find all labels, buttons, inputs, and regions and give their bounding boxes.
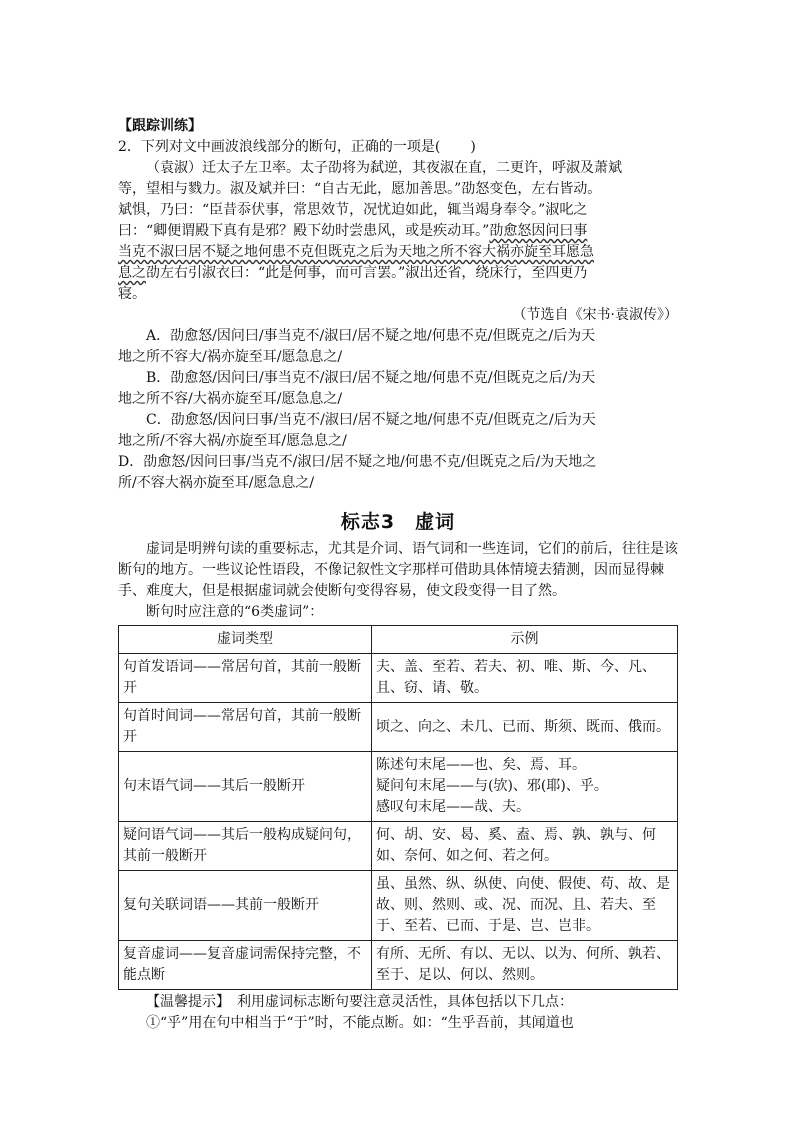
passage-line: 等，望相与戮力。淑及斌并曰：“自古无此，愿加善思。”劭怒变色，左右皆动。 — [118, 181, 602, 197]
table-cell: 疑问语气词——其后一般构成疑问句，其前一般断开 — [119, 822, 372, 871]
question-prefix: 2．下列对文中画波浪线部分的断句，正确的一项是( — [118, 139, 441, 155]
wavy-underlined-text: 当克不淑曰居不疑之地何患不克但既克之后为天地之所不容大祸亦旋至耳愿急 — [118, 244, 594, 260]
table-cell: 虽、虽然、纵、纵使、向使、假使、苟、故、是故、则、然则、或、况、而况、且、若夫、至于、至若、已而、于是、岂、岂非。 — [372, 871, 678, 941]
wavy-underlined-text: 劭愈怒因问曰事 — [489, 223, 588, 239]
passage-source: （节选自《宋书·袁淑传》） — [512, 307, 678, 323]
table-cell: 何、胡、安、曷、奚、盍、焉、孰、孰与、何如、奈何、如之何、若之何。 — [372, 822, 678, 871]
tip-point: ①“乎”用在句中相当于“于”时，不能点断。如：“生乎吾前，其闻道也 — [146, 1015, 574, 1031]
table-row — [119, 941, 678, 990]
table-cell: 顷之、向之、未几、已而、斯须、既而、俄而。 — [372, 703, 678, 752]
table-header: 示例 — [372, 626, 678, 654]
table-cell: 有所、无所、有以、无以、以为、何所、孰若、至于、足以、何以、然则。 — [372, 941, 678, 990]
question-stem — [118, 137, 678, 158]
table-cell: 复音虚词——复音虚词需保持完整，不能点断 — [119, 941, 372, 990]
table-cell: 句首发语词——常居句首，其前一般断开 — [119, 654, 372, 703]
document-page — [118, 116, 678, 1034]
passage-line: （袁淑）迁太子左卫率。太子劭将为弑逆，其夜淑在直，二更许，呼淑及萧斌 — [146, 160, 622, 176]
section-heading: 标志3 虚词 — [340, 511, 456, 533]
function-words-table — [118, 625, 678, 990]
passage-line: 息之劭左右引淑衣曰：“此是何事，而可言罢。”淑出还省，绕床行，至四更乃 — [118, 265, 588, 281]
passage-line: 曰：“卿便谓殿下真有是邪？殿下幼时尝患风，或是疾动耳。”劭愈怒因问曰事 — [118, 223, 588, 239]
passage-line: 斌惧，乃曰：“臣昔忝伏事，常思效节，况忧迫如此，辄当竭身奉令。”淑叱之 — [118, 202, 588, 218]
table-row — [119, 871, 678, 941]
section-label: 【跟踪训练】 — [118, 118, 202, 134]
table-row — [119, 752, 678, 822]
option-c: C．劭愈怒/因问曰事/当克不/淑曰/居不疑之地/何患不克/但既克之/后为天 地之所/不容大祸/亦旋至耳/愿急息之/ — [118, 412, 596, 449]
table-row — [119, 822, 678, 871]
option-b: B．劭愈怒/因问曰/事当克不/淑曰/居不疑之地/何患不克/但既克之后/为天 地之所不容/大祸亦旋至耳/愿急息之/ — [118, 370, 596, 407]
table-cell: 复句关联词语——其前一般断开 — [119, 871, 372, 941]
table-cell: 句首时间词——常居句首，其前一般断开 — [119, 703, 372, 752]
option-a: A．劭愈怒/因问曰/事当克不/淑曰/居不疑之地/何患不克/但既克之/后为天 地之所不容大/祸亦旋至耳/愿急息之/ — [118, 328, 596, 365]
tip-paragraph: 【温馨提示】 利用虚词标志断句要注意灵活性，具体包括以下几点： — [146, 994, 573, 1010]
table-row — [119, 654, 678, 703]
table-caption: 断句时应注意的“6类虚词”： — [146, 604, 324, 620]
table-cell: 夫、盖、至若、若夫、初、唯、斯、今、凡、且、窃、请、敬。 — [372, 654, 678, 703]
question-suffix: ) — [470, 139, 476, 155]
table-header: 虚词类型 — [119, 626, 372, 654]
passage — [118, 158, 678, 326]
table-row — [119, 703, 678, 752]
table-cell: 陈述句末尾——也、矣、焉、耳。 疑问句末尾——与(欤)、邪(耶)、乎。 感叹句末尾——哉、夫。 — [372, 752, 678, 822]
option-d: D．劭愈怒/因问曰事/当克不/淑曰/居不疑之地/何患不克/但既克之后/为天地之 所/不容大祸亦旋至耳/愿急息之/ — [118, 454, 597, 491]
tip-label: 【温馨提示】 — [146, 994, 223, 1010]
intro-paragraph: 虚词是明辨句读的重要标志，尤其是介词、语气词和一些连词，它们的前后，往往是该断句的地方。一些议论性语段，不像记叙性文字那样可借助具体情境去猜测，因而显得棘手、难度大，但是根据虚词就会使断句变得容易，使文段变得一目了然。 — [118, 541, 678, 599]
passage-line: 寝。 — [118, 286, 146, 302]
table-header-row — [119, 626, 678, 654]
wavy-underlined-text: 息之 — [118, 265, 146, 281]
table-cell: 句末语气词——其后一般断开 — [119, 752, 372, 822]
